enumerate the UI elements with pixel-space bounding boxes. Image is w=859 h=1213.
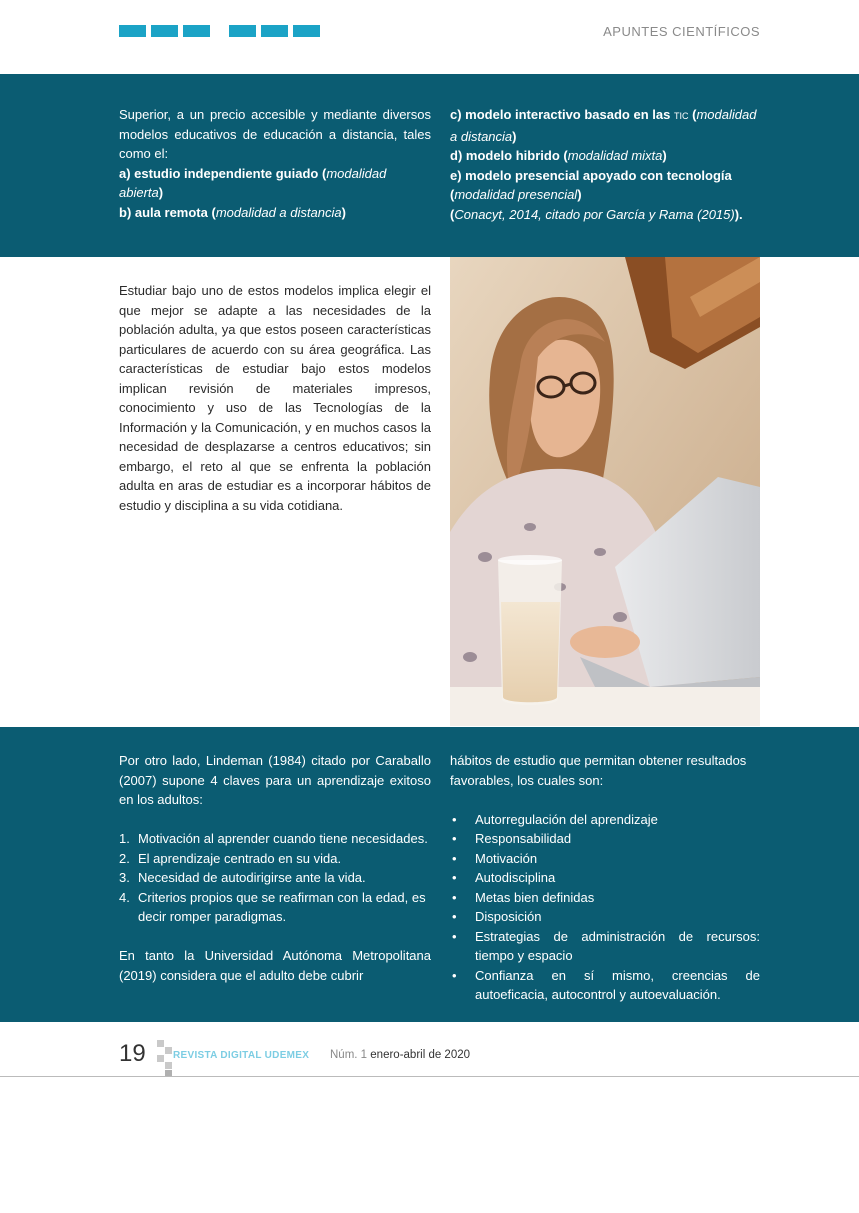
header-bar-6 — [293, 25, 320, 37]
model-c: c) modelo interactivo basado en las TIC (modalidad a distancia) — [450, 107, 757, 144]
key-text: Criterios propios que se reafirman con la edad, es decir romper paradigmas. — [138, 889, 426, 924]
journal-name: REVISTA DIGITAL UDEMEX — [173, 1050, 310, 1061]
key-number: 2. — [119, 850, 130, 866]
list-item: • Responsabilidad — [450, 829, 760, 849]
page-number: 19 — [119, 1040, 146, 1067]
adult-learning-keys — [119, 829, 431, 927]
list-item — [119, 849, 431, 869]
model-c-label: c) modelo interactivo basado en las — [450, 107, 671, 122]
bottom-band-left-column — [119, 751, 431, 985]
list-item: • Confianza en sí mismo, creencias de autoeficacia, autocontrol y autoevaluación. — [450, 966, 760, 1005]
logo-square — [165, 1047, 172, 1054]
model-a-mode: modalidad abierta — [119, 165, 387, 200]
lindeman-intro: Por otro lado, Lindeman (1984) citado por Caraballo (2007) supone 4 claves para un aprendizaje exitoso en los adultos: — [119, 753, 431, 807]
model-e-label: e) modelo presencial apoyado con tecnología — [450, 167, 732, 183]
key-text: Motivación al aprender cuando tiene necesidades. — [138, 831, 428, 846]
model-c-mode: modalidad a distancia — [450, 107, 757, 144]
models-citation: (Conacyt, 2014, citado por García y Rama (2015)). — [450, 206, 743, 222]
logo-square — [165, 1062, 172, 1069]
model-e-mode: modalidad presencial — [454, 187, 578, 202]
key-number: 1. — [119, 831, 130, 846]
logo-square — [157, 1055, 164, 1062]
issue-number: Núm. 1 — [330, 1049, 368, 1061]
top-band-right-column — [450, 105, 760, 224]
issue-info — [330, 1049, 470, 1061]
list-item: • Autorregulación del aprendizaje — [450, 810, 760, 830]
list-item: • Metas bien definidas — [450, 888, 760, 908]
photo-illustration — [450, 257, 760, 726]
models-intro: Superior, a un precio accesible y mediante diversos modelos educativos de educación a distancia, tales como el: — [119, 107, 431, 161]
section-title: APUNTES CIENTÍFICOS — [603, 24, 760, 39]
bottom-band-right-column — [450, 751, 760, 1005]
footer-divider — [0, 1076, 859, 1077]
header-bar-4 — [229, 25, 256, 37]
list-item: • Disposición — [450, 907, 760, 927]
uam-paragraph-lead: En tanto la Universidad Autónoma Metropolitana (2019) considera que el adulto debe cubrir — [119, 948, 431, 983]
list-item — [119, 829, 431, 849]
key-number: 3. — [119, 870, 130, 885]
model-b: b) aula remota (modalidad a distancia) — [119, 204, 346, 220]
top-band — [0, 74, 859, 257]
list-item: • Motivación — [450, 849, 760, 869]
citation-text: Conacyt, 2014, citado por García y Rama (2015) — [454, 206, 735, 222]
model-d-mode: modalidad mixta — [567, 148, 663, 163]
model-a-label: a) estudio independiente guiado — [119, 165, 319, 181]
woman-laptop-photo — [450, 257, 760, 726]
header-bar-5 — [261, 25, 288, 37]
header-bar-1 — [119, 25, 146, 37]
header-bar-2 — [151, 25, 178, 37]
header-bar-3 — [183, 25, 210, 37]
model-d: d) modelo hibrido (modalidad mixta) — [450, 148, 667, 163]
model-b-mode: modalidad a distancia — [215, 204, 342, 220]
key-text: Necesidad de autodirigirse ante la vida. — [138, 870, 366, 885]
list-item: • Estrategias de administración de recursos: tiempo y espacio — [450, 927, 760, 966]
bottom-band — [0, 727, 859, 1022]
logo-square — [157, 1040, 164, 1047]
list-item — [119, 868, 431, 888]
list-item — [119, 888, 431, 927]
model-a: a) estudio independiente guiado (modalidad abierta) — [119, 165, 387, 200]
model-e: e) modelo presencial apoyado con tecnología (modalidad presencial) — [450, 167, 732, 202]
issue-date: enero-abril de 2020 — [370, 1049, 471, 1061]
key-text: El aprendizaje centrado en su vida. — [138, 850, 342, 866]
top-band-left-column — [119, 105, 431, 222]
key-number: 4. — [119, 889, 130, 905]
model-c-tic: TIC — [673, 111, 689, 121]
model-d-label: d) modelo hibrido — [450, 148, 560, 163]
uam-paragraph-continuation: hábitos de estudio que permitan obtener resultados favorables, los cuales son: — [450, 753, 747, 788]
list-item: • Autodisciplina — [450, 868, 760, 888]
study-habits-list — [450, 810, 760, 1005]
models-paragraph: Estudiar bajo uno de estos modelos implica elegir el que mejor se adapte a las necesidades de la población adulta, ya que estos poseen características particulares de acuerdo con su área geográfica. Las características de estudiar bajo estos modelos implican revisión de materiales impresos, conocimiento y uso de las Tecnologías de la Información y la Comunicación, y en muchos casos la necesidad de desplazarse a centros educativos; sin embargo, el reto al que se enfrenta la población adulta en aras de estudiar es a incorporar hábitos de estudio y disciplina a su vida cotidiana. — [119, 283, 431, 513]
model-b-label: b) aula remota — [119, 204, 208, 220]
